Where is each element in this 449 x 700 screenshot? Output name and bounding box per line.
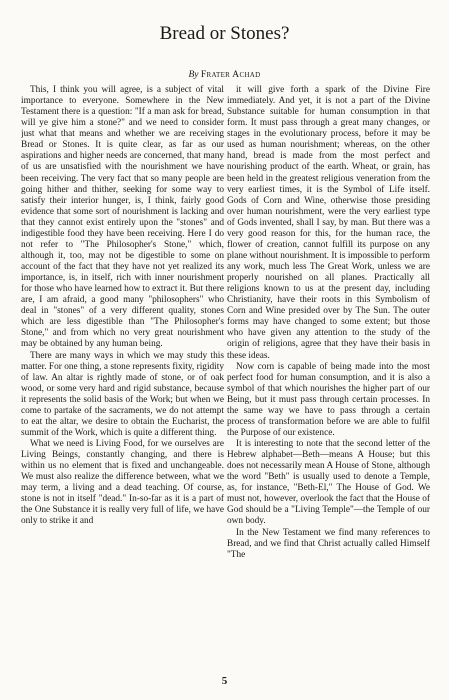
paragraph: It is interesting to note that the second letter of the Hebrew alphabet—Beth—means A House; but this does not necessarily mean A House of Stone, although the word "Beth" is usually used to denote a Temple, as, for instance, "Beth-El," The House of God. We must not, however, overlook the fact that the House of God should be a "Living Temple"—the Temple of our own body.: [227, 439, 430, 527]
paragraph: This, I think you will agree, is a subject of vital importance to everyone. Somewhere in the New Testament there is a question: "If a man ask for bread, will ye give him a stone?" and we need to consider just what that means and whether we are receiving Bread or Stones. It is quite clear, as far as our aspirations and higher needs are concerned, that many of us are unsatisfied with the nourishment we have been receiving. The very fact that so many people are going hither and thither, seeking for some way to satisfy their interior hunger, is, I think, fairly good evidence that some sort of nourishment is lacking and that they cannot exist entirely upon the "stones" and indigestible food they have been receiving. Here I do not refer to "The Philosopher's Stone," which, although it, too, may not be digestible to some on account of the fact that they have not yet realized its importance, is, in itself, rich with inner nourishment for those who have learned how to extract it. But there are, I am afraid, a good many "philosophers" who deal in "stones" of a very different quality, stones which are less digestible than "The Philosopher's Stone," and from which no very great nourishment may be obtained by any human being.: [21, 85, 224, 350]
byline-prefix: By: [188, 70, 199, 80]
article-title: Bread or Stones?: [159, 23, 290, 44]
paragraph: it will give forth a spark of the Divine Fire immediately. And yet, it is not a part of the Divine Substance suitable for human consumption in that form. It must pass through a great many changes, or stages in the evolutionary process, before it may be used as human nourishment; whereas, on the other hand, bread is made from the most perfect and nourishing product of the earth. Wheat, or grain, has been held in the greatest religious veneration from the very earliest times, it is the Symbol of Life itself. Gods of Corn and Wine, otherwise those presiding over human nourishment, were the very earliest type of Gods invented, shall I say, by man. But there was a very good reason for this, for the human race, the flower of creation, cannot fulfill its purpose on any plane without nourishment. It is impossible to perform any work, much less The Great Work, unless we are properly nourished on all planes. Practically all religions known to us at the present day, including Christianity, have their roots in this Symbolism of Corn and Wine presided over by The Sun. The outer forms may have changed to some extent; but those who have given any attention to the study of the origin of religions, agree that they have their basis in these ideas.: [227, 85, 430, 361]
paragraph: Now corn is capable of being made into the most perfect food for human consumption, and it is also a symbol of that which nourishes the higher part of our Being, but it must pass through certain processes. In the same way we have to pass through a certain process of transformation before we are able to fulfil the Purpose of our existence.: [227, 361, 430, 438]
right-column: [227, 85, 430, 667]
paragraph: What we need is Living Food, for we ourselves are Living Beings, constantly changing, and there is within us no element that is fixed and unchangeable. We must also realize the difference between, what we may term, a living and a dead teaching. Of course, stone is not in itself "dead." In-so-far as it is a part of the One Substance it is really very full of life, we have only to strike it and: [21, 439, 224, 527]
author-name: Frater Achad: [200, 70, 261, 80]
paragraph: In the New Testament we find many references to Bread, and we find that Christ actually called Himself "The: [227, 527, 430, 560]
page-number: 5: [221, 675, 228, 687]
paragraph: There are many ways in which we may study this matter. For one thing, a stone represents fixity, rigidity of law. An altar is rightly made of stone, or of oak wood, or some very hard and rigid substance, because it represents the solid basis of the Work; but when we come to partake of the sacraments, we do not attempt to eat the altar, we desire to obtain the Eucharist, the summit of the Work, which is quite a different thing.: [21, 350, 224, 438]
byline: [0, 69, 449, 82]
left-column: [21, 85, 224, 667]
